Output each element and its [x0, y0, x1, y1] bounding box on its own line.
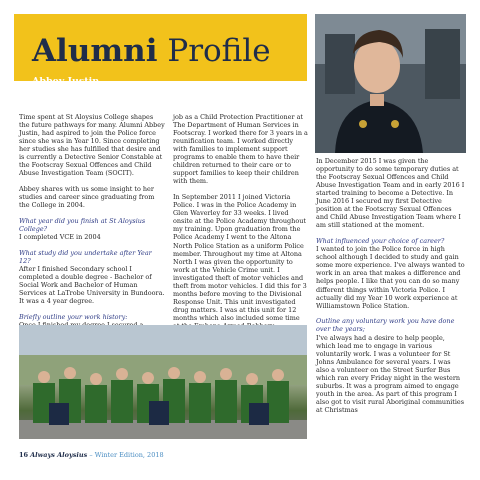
detective-paragraph: In December 2015 I was given the opportunity to do some temporary duties at the Footscray Sexual Offences and Child Abuse Investigation Team and in early 2016 I started training to become a Detective. In June 2016 I secured my first Detective position at the Footscray Sexual Offences and Child Abuse Investigation Team where I am still stationed at the moment. — [316, 157, 465, 230]
title-bold: Alumni — [32, 33, 158, 69]
question-career-choice: What influenced your choice of career? — [316, 237, 445, 246]
question-voluntary-work: Outline any voluntary work you have done over the years; — [316, 317, 455, 334]
intro-paragraph: Time spent at St Aloysius College shapes the future pathways for many. Alumni Abbey Justin, had aspired to join the Police force since she was in Year 10. Since completing her studies she has fulfilled that desire and is currently a Detective Senior Constable at the Footscray Sexual Offences and Child Abuse Investigation Team (SOCIT). — [19, 113, 165, 178]
column-2 — [173, 113, 308, 346]
answer-finish-year: I completed VCE in 2004 — [19, 233, 101, 242]
portrait-illustration — [315, 14, 466, 153]
page-title — [32, 34, 271, 68]
page-footer — [19, 451, 164, 459]
alumni-name: Abbey Justin — [32, 76, 100, 87]
edition: Winter Edition, 2018 — [94, 451, 164, 459]
police-career-paragraph: In September 2011 I joined Victoria Police. I was in the Police Academy in Glen Waverley for 33 weeks. I lived onsite at the Police Academy throughout my training. Upon graduation from the Police Academy I went to the Altona North Police Station as a uniform Police member. Throughout my time at Altona North I was given the opportunity to work at the Vehicle Crime unit. I investigated theft of motor vehicles and theft from motor vehicles. I did this for 3 months before moving to the Divisional Response Unit. This unit investigated drug matters. I was at this unit for 12 months which also included some time — [173, 193, 307, 322]
magazine-name: Always Aloysius — [30, 451, 88, 459]
answer-study: After I finished Secondary school I completed a double degree - Bachelor of Social Work and Bachelor of Human Services at LaTrobe University in Bundoora. It was a 4 year degree. — [19, 265, 165, 306]
work-history-paragraph: job as a Child Protection Practitioner at The Department of Human Services in Footscray. I worked there for 3 years in a reunification team. I worked directly with families to implement support programs to enable them to have their children returned to their care or to support families to keep their children with them. — [173, 113, 308, 186]
title-light: Profile — [167, 33, 271, 69]
intro-paragraph-2: Abbey shares with us some insight to her studies and career since graduating from the College in 2004. — [19, 185, 155, 210]
title-banner — [14, 14, 307, 87]
group-illustration — [19, 325, 307, 439]
question-work-history: Briefly outline your work history: — [19, 313, 128, 322]
column-3 — [316, 157, 465, 422]
portrait-photo — [315, 14, 466, 153]
column-1 — [19, 113, 165, 337]
question-finish-year: What year did you finish at St Aloysius College? — [19, 217, 146, 234]
answer-career-choice: I wanted to join the Police force in high school although I decided to study and gain some more experience. I've always wanted to work in an area that makes a difference and helps people. I like that you can do so many different things within Victoria Police. I actually did my Year 10 work experience at Williamstown Police Station. — [316, 245, 465, 310]
question-study: What study did you undertake after Year 12? — [19, 249, 152, 266]
page-number: 16 — [19, 451, 29, 459]
group-photo — [19, 325, 307, 439]
answer-voluntary-work: I've always had a desire to help people, which lead me to engage in various voluntarily work. I was a volunteer for St Johns Ambulance for several years. I was also a volunteer on the Street Surfer Bus which ran every Friday night in the western suburbs. It was a program aimed to engage youth in the area. As part of this program I also got to visit rural Aboriginal communities at Christmas — [316, 333, 465, 414]
footer-separator: – — [87, 451, 95, 459]
